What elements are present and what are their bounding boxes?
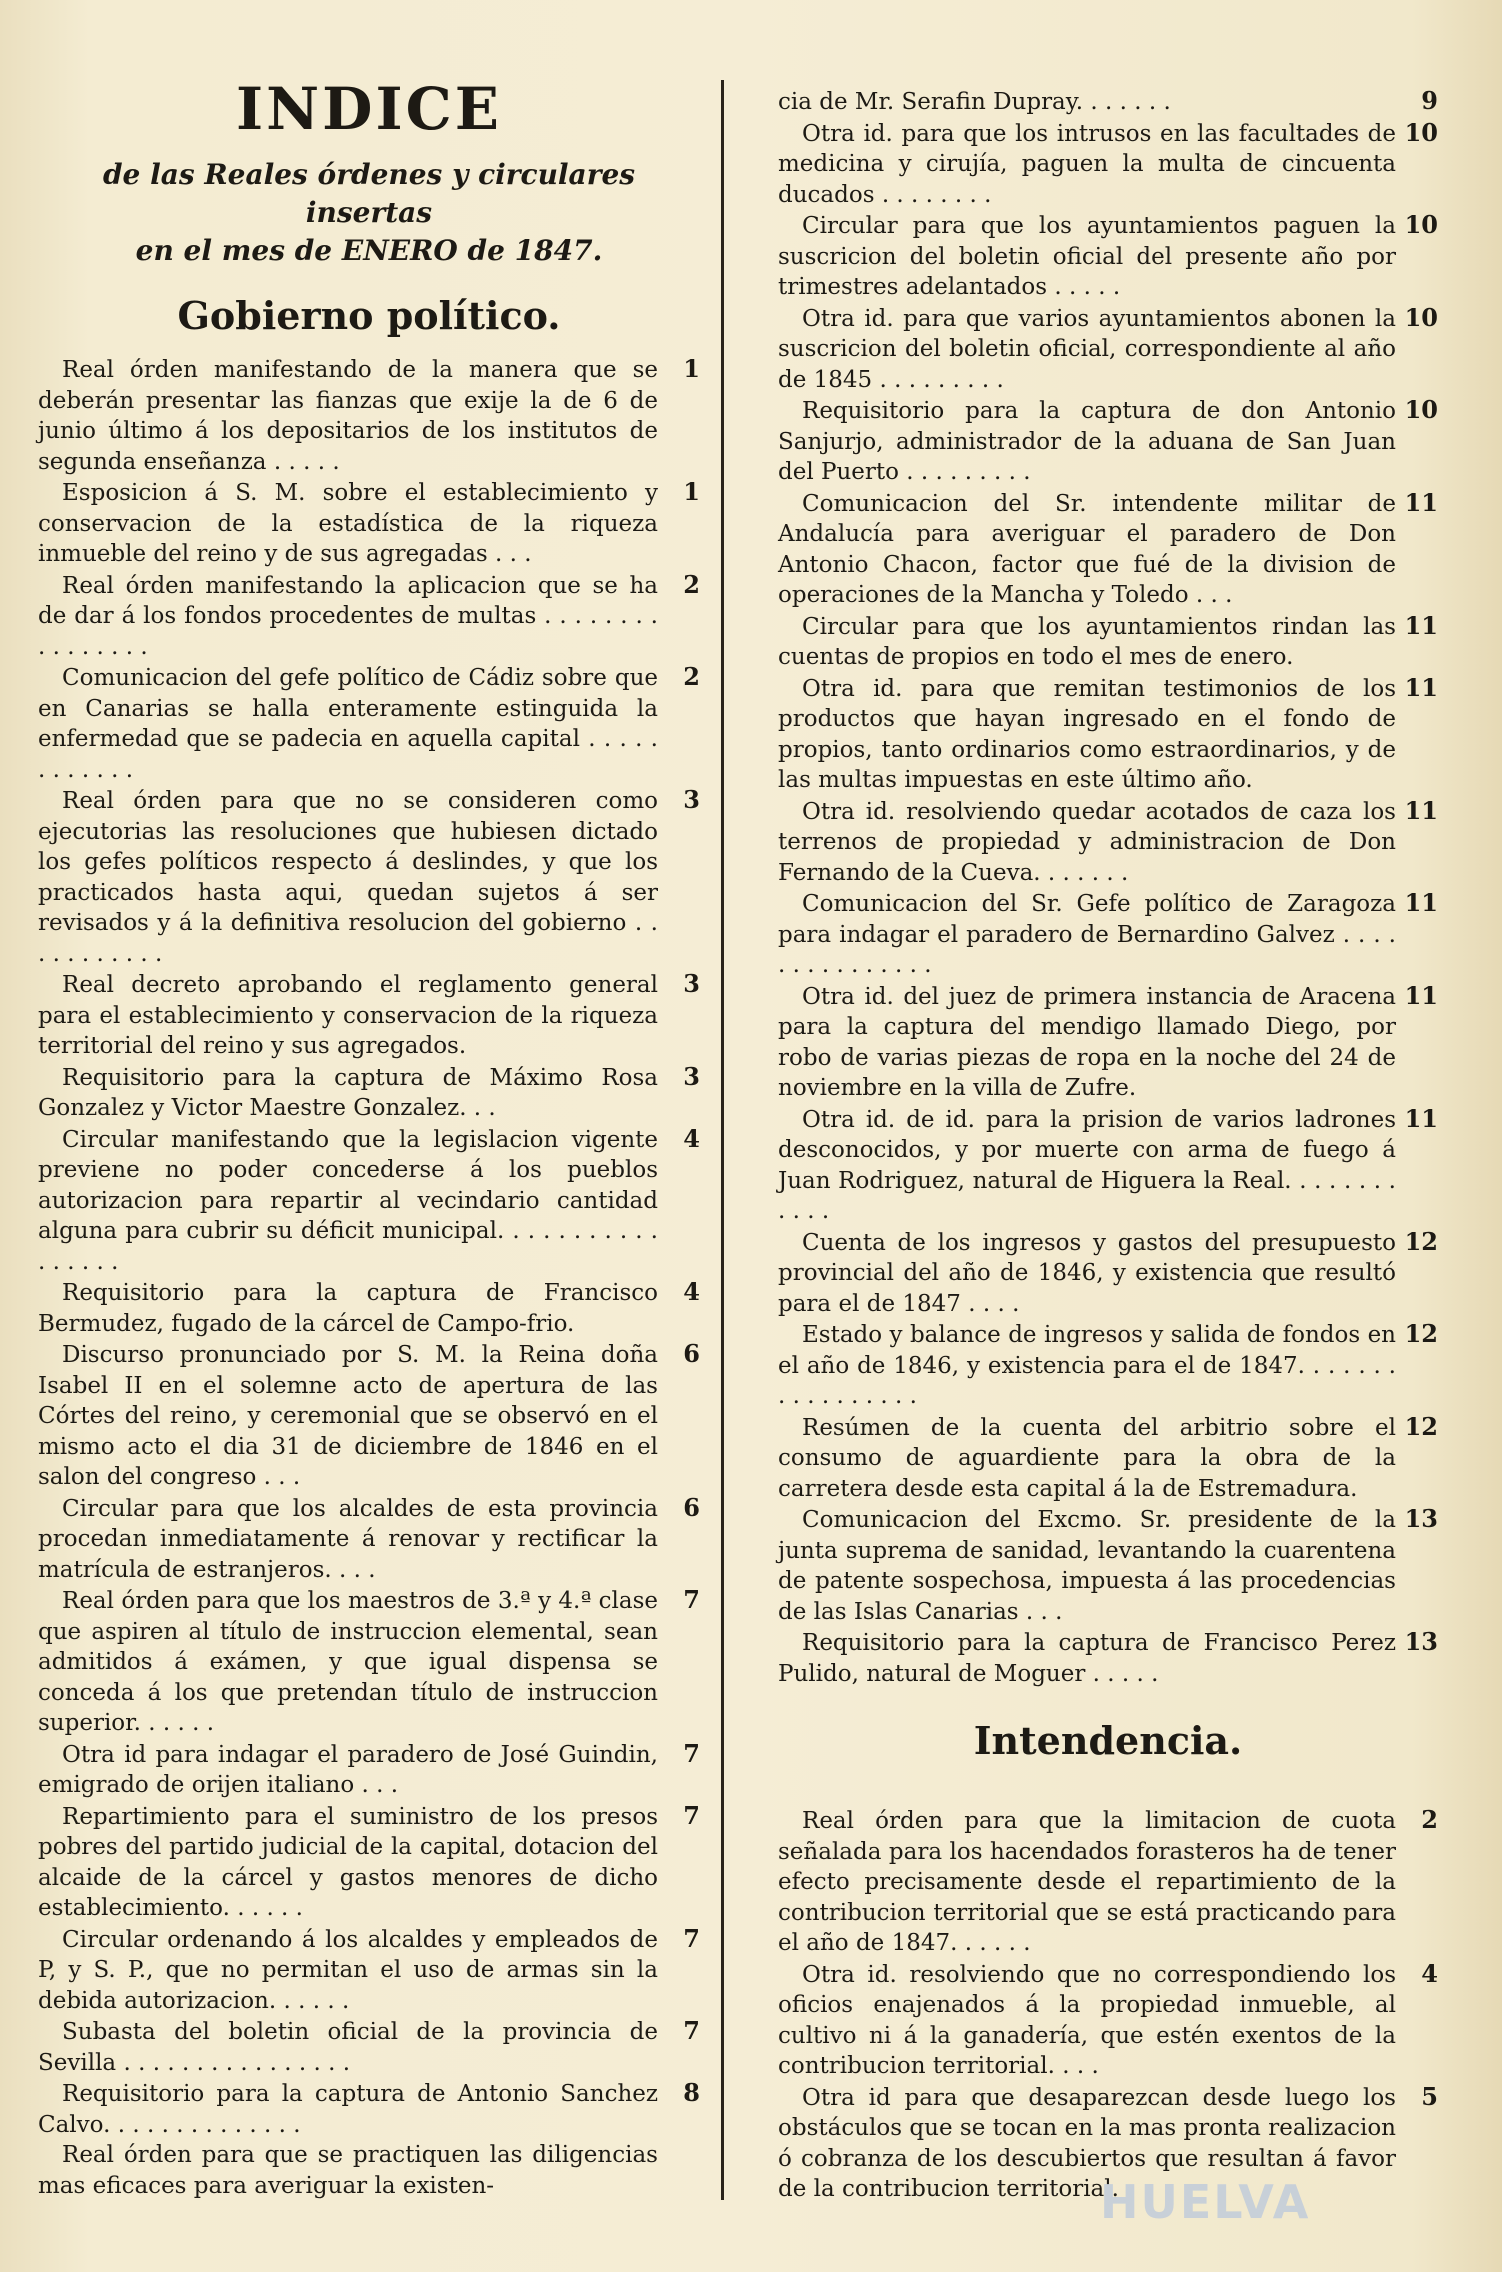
index-entry [778, 395, 1438, 488]
index-entry [38, 1801, 700, 1924]
entry-text: Circular manifestando que la legislacion vigente previene no poder concederse á los pueblos autorizacion para repartir al vecindario cantidad alguna para cubrir su déficit municipal. . . . . . . . . . . . . . . . . [38, 1126, 658, 1275]
entry-text: Real órden manifestando de la manera que se deberán presentar las fianzas que exije la de 6 de junio último á los depositarios de los institutos de segunda enseñanza . . . . . [38, 357, 658, 475]
entry-text: Estado y balance de ingresos y salida de fondos en el año de 1846, y existencia para el de 1847. . . . . . . . . . . . . . . . . [778, 1322, 1396, 1409]
index-entry [778, 86, 1438, 118]
entry-page-number: 3 [683, 1061, 700, 1091]
index-entry [38, 477, 700, 570]
index-entry [778, 210, 1438, 303]
index-entry [38, 1062, 700, 1124]
entry-page-number: 4 [683, 1123, 700, 1153]
section-title-gobierno: Gobierno político. [177, 293, 561, 338]
entry-page-number: 8 [683, 2078, 700, 2107]
entry-text: Requisitorio para la captura de Francisco Bermudez, fugado de la cárcel de Campo-frio. [38, 1280, 658, 1337]
right-column [778, 86, 1438, 2205]
entry-page-number: 5 [1421, 2081, 1438, 2111]
entry-page-number: 1 [683, 477, 700, 506]
entry-text: cia de Mr. Serafin Dupray. . . . . . . [778, 89, 1171, 115]
entry-page-number: 7 [683, 2016, 700, 2045]
index-entry [38, 662, 700, 785]
index-entry [38, 1585, 700, 1739]
entry-page-number: 12 [1404, 1319, 1438, 1348]
entry-text: Otra id. para que remitan testimonios de los productos que hayan ingresado en el fondo de propios, tanto ordinarios como estraordinarios, y de las multas impuestas en este último año. [778, 675, 1396, 793]
index-entry [38, 2078, 700, 2140]
entry-page-number: 11 [1404, 888, 1438, 917]
entry-page-number: 2 [683, 662, 700, 691]
entry-page-number: 12 [1404, 1411, 1438, 1441]
entry-page-number: 4 [1421, 1958, 1438, 1988]
index-entry [38, 570, 700, 663]
entry-text: Subasta del boletin oficial de la provincia de Sevilla . . . . . . . . . . . . . . . . [38, 2019, 658, 2076]
index-entry [38, 1739, 700, 1801]
entry-page-number: 11 [1404, 795, 1438, 825]
entry-text: Real órden para que la limitacion de cuota señalada para los hacendados forasteros ha de tener efecto precisamente desde el repartimiento de la contribucion territorial que se está practicando para el año de 1847. . . . . . [778, 1808, 1396, 1956]
entry-text: Otra id. para que los intrusos en las facultades de medicina y cirujía, paguen la multa de cincuenta ducados . . . . . . . . [778, 120, 1396, 208]
index-entry [38, 1924, 700, 2017]
entry-page-number: 3 [683, 785, 700, 814]
index-entry [38, 2140, 700, 2201]
entry-page-number: 10 [1404, 117, 1438, 147]
entry-text: Discurso pronunciado por S. M. la Reina doña Isabel II en el solemne acto de apertura de las Córtes del reino, y ceremonial que se observó en el mismo acto el dia 31 de diciembre de 1846 en el salon del congreso . . . [38, 1342, 658, 1490]
right-entry-list [778, 86, 1438, 1689]
entry-text: Otra id para que desaparezcan desde luego los obstáculos que se tocan en la mas pronta realizacion ó cobranza de los descubiertos que resultan á favor de la contribucion territorial. [778, 2084, 1396, 2202]
index-entry [38, 354, 700, 477]
index-entry [778, 611, 1438, 673]
entry-text: Comunicacion del Sr. Gefe político de Zaragoza para indagar el paradero de Bernardino Galvez . . . . . . . . . . . . . . . [778, 891, 1396, 978]
entry-text: Real decreto aprobando el reglamento general para el establecimiento y conservacion de la riqueza territorial del reino y sus agregados. [38, 972, 658, 1059]
left-entry-list [38, 354, 700, 2201]
entry-text: Comunicacion del Sr. intendente militar de Andalucía para averiguar el paradero de Don Antonio Chacon, factor que fué de la division de operaciones de la Mancha y Toledo . . . [778, 490, 1396, 608]
entry-page-number: 3 [683, 969, 700, 998]
entry-text: Real órden para que se practiquen las diligencias mas eficaces para averiguar la existen- [38, 2142, 658, 2199]
left-column [38, 75, 700, 2201]
index-entry [38, 1277, 700, 1339]
index-entry [38, 1493, 700, 1586]
entry-page-number: 1 [683, 354, 700, 383]
index-entry [778, 1627, 1438, 1689]
entry-page-number: 6 [683, 1492, 700, 1522]
index-entry [38, 1339, 700, 1493]
entry-page-number: 11 [1404, 672, 1438, 702]
entry-page-number: 13 [1404, 1627, 1438, 1656]
index-entry [38, 785, 700, 969]
column-divider [721, 80, 724, 2200]
index-entry [38, 2016, 700, 2078]
index-entry [778, 1319, 1438, 1412]
index-entry [778, 1959, 1438, 2082]
index-entry [778, 1104, 1438, 1227]
section-title-intendencia: Intendencia. [973, 1718, 1243, 1763]
entry-page-number: 11 [1404, 980, 1438, 1010]
subtitle-line-1: de las Reales órdenes y circulares insertas [102, 158, 636, 229]
index-entry [778, 1412, 1438, 1505]
entry-text: Circular ordenando á los alcaldes y empleados de P, y S. P., que no permitan el uso de armas sin la debida autorizacion. . . . . . [38, 1926, 658, 2014]
index-entry [778, 1504, 1438, 1627]
intendencia-entry-list [778, 1805, 1438, 2205]
subtitle-line-2: en el mes de ENERO de 1847. [135, 234, 603, 267]
entry-page-number: 10 [1404, 395, 1438, 424]
index-entry [778, 1227, 1438, 1320]
entry-text: Otra id. resolviendo que no correspondiendo los oficios enajenados á la propiedad inmueble, al cultivo ni á la ganadería, que estén exentos de la contribucion territorial. . . . [778, 1961, 1396, 2079]
entry-text: Real órden para que los maestros de 3.ª y 4.ª clase que aspiren al título de instruccion elemental, sean admitidos á exámen, y que igual dispensa se conceda á los que pretendan título de instruccion superior. . . . . . [38, 1588, 658, 1736]
index-entry [778, 981, 1438, 1104]
entry-page-number: 7 [683, 1800, 700, 1830]
index-title: INDICE [236, 75, 502, 143]
index-entry [38, 1124, 700, 1278]
entry-page-number: 11 [1404, 1103, 1438, 1133]
entry-page-number: 11 [1404, 487, 1438, 517]
entry-page-number: 7 [683, 1585, 700, 1614]
entry-text: Resúmen de la cuenta del arbitrio sobre el consumo de aguardiente para la obra de la carretera desde esta capital á la de Estremadura. [778, 1414, 1396, 1502]
index-entry [778, 118, 1438, 211]
entry-page-number: 13 [1404, 1504, 1438, 1533]
entry-text: Otra id. para que varios ayuntamientos abonen la suscricion del boletin oficial, correspondiente al año de 1845 . . . . . . . . . [778, 305, 1396, 393]
entry-page-number: 10 [1404, 210, 1438, 239]
entry-text: Comunicacion del gefe político de Cádiz sobre que en Canarias se halla enteramente estinguida la enfermedad que se padecia en aquella capital . . . . . . . . . . . . [38, 665, 658, 783]
entry-page-number: 2 [683, 569, 700, 599]
entry-text: Requisitorio para la captura de Máximo Rosa Gonzalez y Victor Maestre Gonzalez. . . [38, 1064, 658, 1121]
entry-text: Otra id. resolviendo quedar acotados de caza los terrenos de propiedad y administracion de Don Fernando de la Cueva. . . . . . . [778, 798, 1396, 886]
entry-text: Repartimiento para el suministro de los presos pobres del partido judicial de la capital, dotacion del alcaide de la cárcel y gastos menores de dicho establecimiento. . . . . . [38, 1803, 658, 1921]
entry-page-number: 10 [1404, 302, 1438, 332]
entry-text: Comunicacion del Excmo. Sr. presidente de la junta suprema de sanidad, levantando la cuarentena de patente sospechosa, impuesta á las procedencias de las Islas Canarias . . . [778, 1507, 1396, 1625]
entry-page-number: 6 [683, 1339, 700, 1368]
index-entry [778, 888, 1438, 981]
entry-text: Cuenta de los ingresos y gastos del presupuesto provincial del año de 1846, y existencia que resultó para el de 1847 . . . . [778, 1229, 1396, 1317]
archive-watermark: HUELVA [1100, 2175, 1311, 2229]
entry-text: Otra id. del juez de primera instancia de Aracena para la captura del mendigo llamado Diego, por robo de varias piezas de ropa en la noche del 24 de noviembre en la villa de Zufre. [778, 983, 1396, 1101]
entry-text: Requisitorio para la captura de Antonio Sanchez Calvo. . . . . . . . . . . . . . [38, 2081, 658, 2138]
entry-text: Circular para que los ayuntamientos rindan las cuentas de propios en todo el mes de enero. [778, 613, 1396, 670]
entry-page-number: 12 [1404, 1226, 1438, 1256]
entry-text: Otra id para indagar el paradero de José Guindin, emigrado de orijen italiano . . . [38, 1741, 658, 1798]
index-entry [778, 488, 1438, 611]
entry-text: Circular para que los alcaldes de esta provincia procedan inmediatamente á renovar y rectificar la matrícula de estranjeros. . . . [38, 1495, 658, 1583]
entry-page-number: 7 [683, 1738, 700, 1768]
entry-page-number: 11 [1404, 610, 1438, 640]
entry-page-number: 9 [1421, 86, 1438, 115]
index-entry [778, 1805, 1438, 1959]
entry-text: Requisitorio para la captura de Francisco Perez Pulido, natural de Moguer . . . . . [778, 1630, 1396, 1687]
index-entry [38, 969, 700, 1062]
index-entry [778, 796, 1438, 889]
entry-text: Otra id. de id. para la prision de varios ladrones desconocidos, y por muerte con arma de fuego á Juan Rodriguez, natural de Higuera la Real. . . . . . . . . . . . [778, 1106, 1396, 1224]
entry-page-number: 2 [1421, 1805, 1438, 1834]
entry-text: Circular para que los ayuntamientos paguen la suscricion del boletin oficial del presente año por trimestres adelantados . . . . . [778, 213, 1396, 300]
entry-text: Real órden para que no se consideren como ejecutorias las resoluciones que hubiesen dictado los gefes políticos respecto á deslindes, y que los practicados hasta aqui, quedan sujetos á ser revisados y á la definitiva resolucion del gobierno . . . . . . . . . . . [38, 788, 658, 967]
index-entry [778, 303, 1438, 396]
entry-text: Requisitorio para la captura de don Antonio Sanjurjo, administrador de la aduana de San Juan del Puerto . . . . . . . . . [778, 398, 1396, 485]
entry-text: Esposicion á S. M. sobre el establecimiento y conservacion de la estadística de la riqueza inmueble del reino y de sus agregadas . . . [38, 480, 658, 567]
index-entry [778, 673, 1438, 796]
entry-text: Real órden manifestando la aplicacion que se ha de dar á los fondos procedentes de multas . . . . . . . . . . . . . . . . [38, 572, 658, 660]
entry-page-number: 7 [683, 1923, 700, 1953]
entry-page-number: 4 [683, 1277, 700, 1306]
